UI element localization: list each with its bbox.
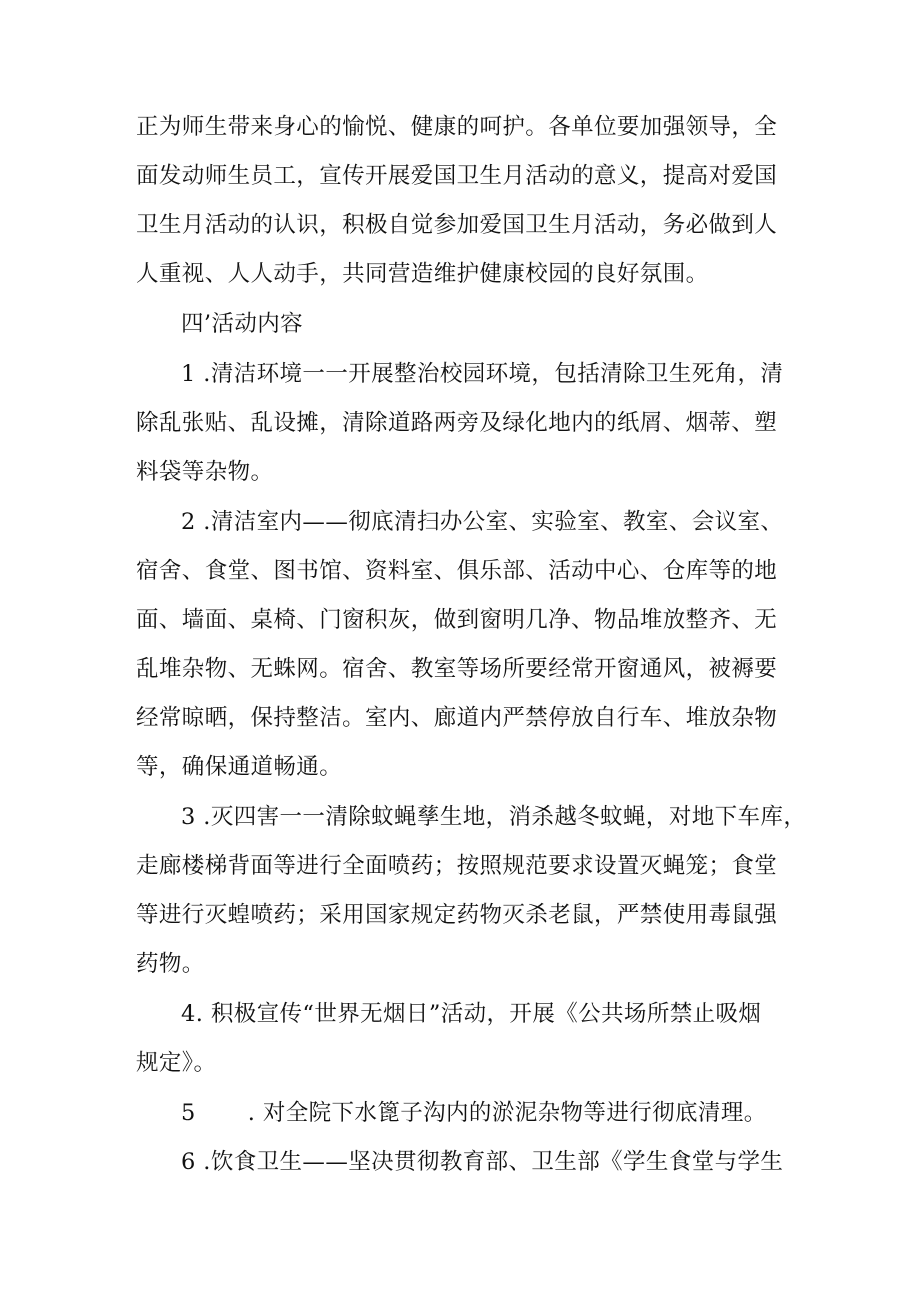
paragraph-line: 规定》。 (136, 1050, 217, 1076)
paragraph-line: 1 .清洁环境一一开展整治校园环境，包括清除卫生死角，清 (181, 361, 784, 387)
paragraph-line: 药物。 (136, 951, 205, 977)
paragraph-line: 经常晾晒，保持整洁。室内、廊道内严禁停放自行车、堆放杂物 (136, 705, 778, 731)
section-heading: 四’活动内容 (181, 311, 304, 337)
paragraph-line: 人重视、人人动手，共同营造维护健康校园的良好氛围。 (136, 261, 709, 287)
paragraph-line: 2 .清洁室内——彻底清扫办公室、实验室、教室、会议室、 (181, 509, 784, 535)
paragraph-line: 乱堆杂物、无蛛网。宿舍、教室等场所要经常开窗通风，被褥要 (136, 656, 778, 682)
paragraph-line: 料袋等杂物。 (136, 459, 274, 485)
paragraph-line: 等，确保通道畅通。 (136, 754, 343, 780)
paragraph-line (181, 1098, 841, 1128)
paragraph-line: 3 .灭四害一一清除蚊蝇孳生地，消杀越冬蚊蝇，对地下车库， (181, 804, 807, 830)
paragraph-line: 6 .饮食卫生——坚决贯彻教育部、卫生部《学生食堂与学生 (181, 1149, 784, 1175)
paragraph-line: 宿舍、食堂、图书馆、资料室、俱乐部、活动中心、仓库等的地 (136, 558, 778, 584)
paragraph-line: 除乱张贴、乱设摊，清除道路两旁及绿化地内的纸屑、烟蒂、塑 (136, 410, 778, 436)
paragraph-line: 走廊楼梯背面等进行全面喷药；按照规范要求设置灭蝇笼；食堂 (136, 853, 778, 879)
paragraph-line: 面、墙面、桌椅、门窗积灰，做到窗明几净、物品堆放整齐、无 (136, 607, 778, 633)
paragraph-line: 卫生月活动的认识，积极自觉参加爱国卫生月活动，务必做到人 (136, 212, 778, 238)
paragraph-line: 面发动师生员工，宣传开展爱国卫生月活动的意义，提高对爱国 (136, 163, 778, 189)
paragraph-line: 等进行灭蝗喷药；采用国家规定药物灭杀老鼠，严禁使用毒鼠强 (136, 902, 778, 928)
paragraph-line: 正为师生带来身心的愉悦、健康的呵护。各单位要加强领导，全 (136, 114, 778, 140)
list-item-text: . 对全院下水篦子沟内的淤泥杂物等进行彻底清理。 (247, 1100, 767, 1126)
paragraph-line: 4. 积极宣传“世界无烟日”活动，开展《公共场所禁止吸烟 (181, 1001, 762, 1027)
list-number: 5 (181, 1100, 196, 1126)
